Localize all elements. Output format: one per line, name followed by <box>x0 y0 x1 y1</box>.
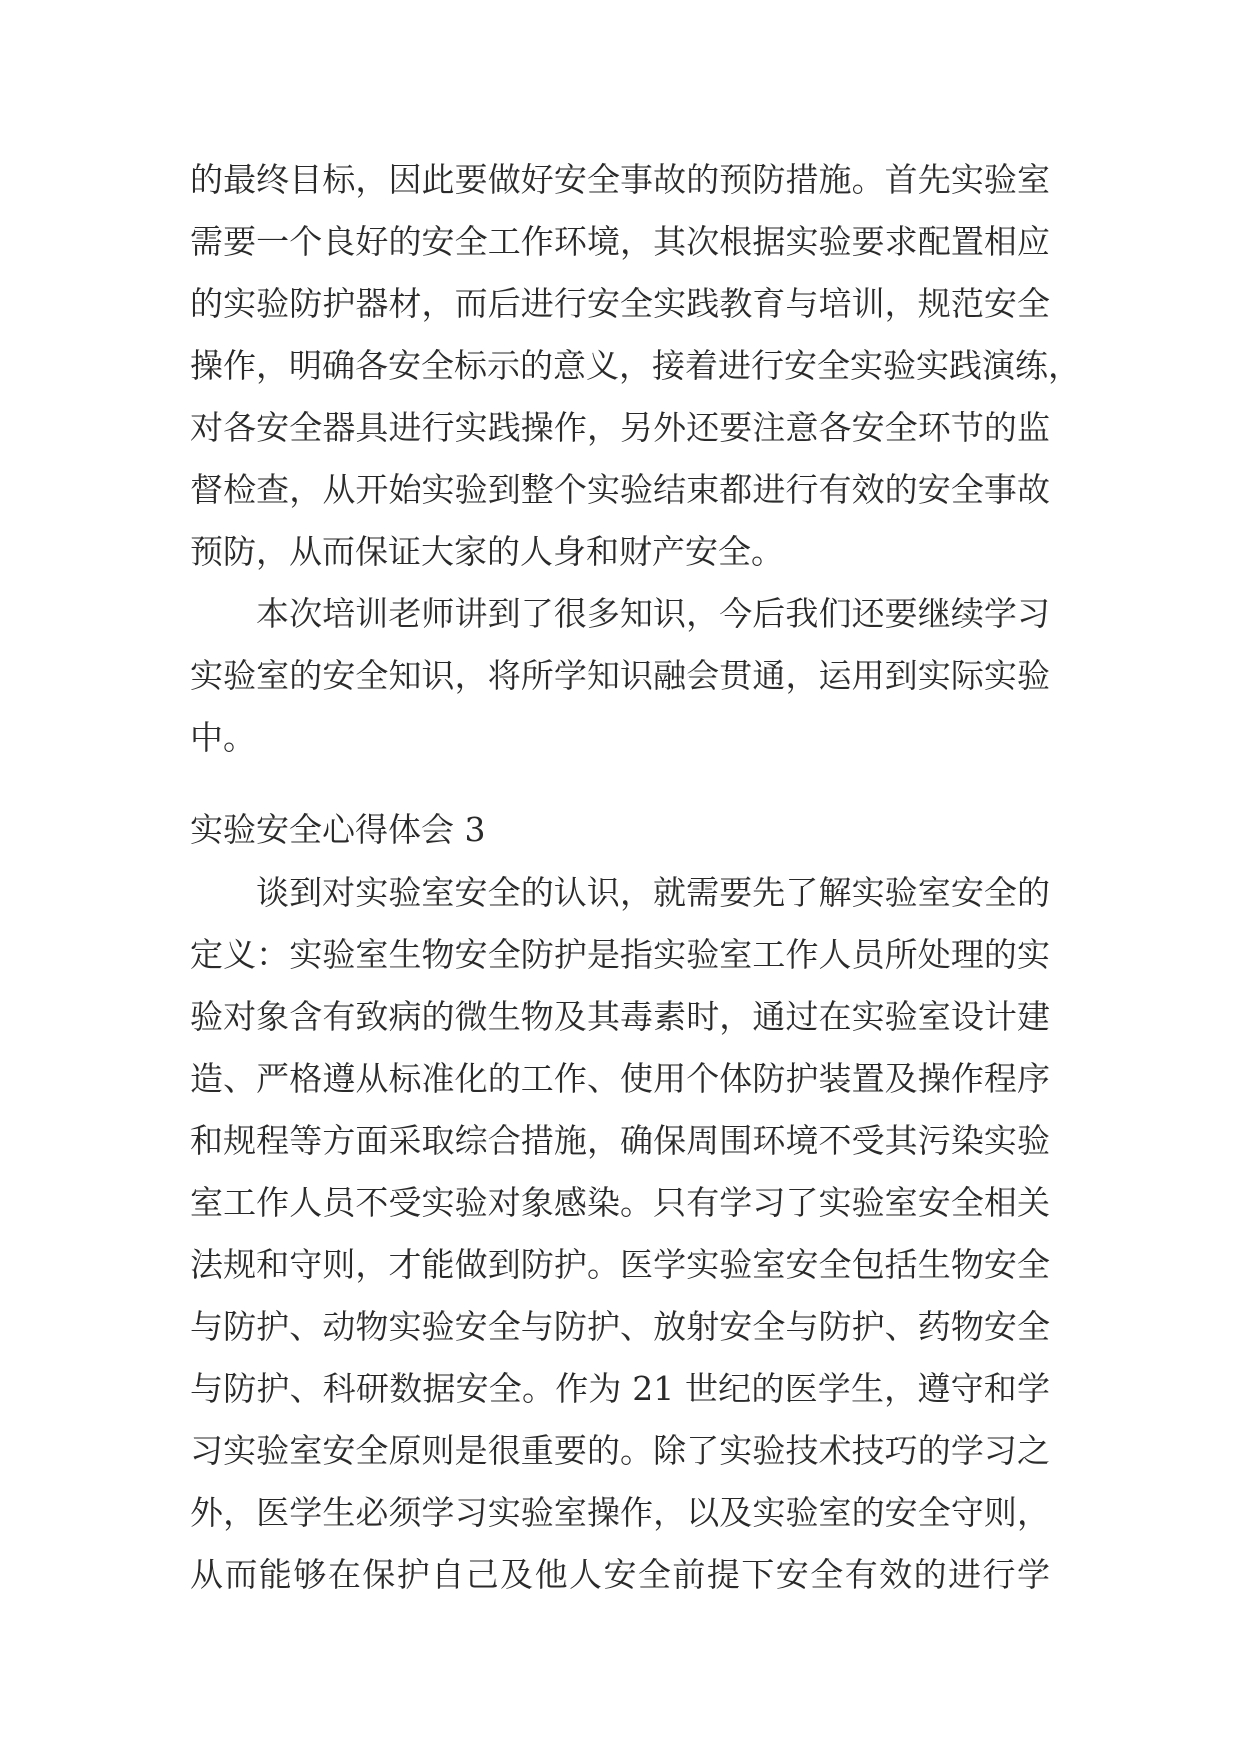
paragraph-3-line-4: 造、严格遵从标准化的工作、使用个体防护装置及操作程序 <box>190 1059 1050 1098</box>
paragraph-1-line-7: 预防，从而保证大家的人身和财产安全。 <box>190 532 784 571</box>
paragraph-3-line-7: 法规和守则，才能做到防护。医学实验室安全包括生物安全 <box>190 1245 1050 1284</box>
paragraph-3-line-3: 验对象含有致病的微生物及其毒素时，通过在实验室设计建 <box>190 997 1050 1036</box>
paragraph-1-line-4: 操作，明确各安全标示的意义，接着进行安全实验实践演练， <box>190 346 1081 385</box>
section-heading: 实验安全心得体会 3 <box>190 810 486 849</box>
paragraph-3-line-9: 与防护、科研数据安全。作为 21 世纪的医学生，遵守和学 <box>190 1369 1050 1408</box>
paragraph-1-line-6: 督检查，从开始实验到整个实验结束都进行有效的安全事故 <box>190 470 1050 509</box>
paragraph-1-line-5: 对各安全器具进行实践操作，另外还要注意各安全环节的监 <box>190 408 1050 447</box>
paragraph-1-line-1: 的最终目标，因此要做好安全事故的预防措施。首先实验室 <box>190 160 1050 199</box>
paragraph-3-line-11: 外，医学生必须学习实验室操作，以及实验室的安全守则， <box>190 1493 1050 1532</box>
paragraph-3-line-2: 定义：实验室生物安全防护是指实验室工作人员所处理的实 <box>190 935 1050 974</box>
paragraph-3-line-6: 室工作人员不受实验对象感染。只有学习了实验室安全相关 <box>190 1183 1050 1222</box>
paragraph-2-line-2: 实验室的安全知识，将所学知识融会贯通，运用到实际实验 <box>190 656 1050 695</box>
paragraph-3-line-5: 和规程等方面采取综合措施，确保周围环境不受其污染实验 <box>190 1121 1050 1160</box>
paragraph-3-line-1: 谈到对实验室安全的认识，就需要先了解实验室安全的 <box>256 873 1050 912</box>
paragraph-3-line-8: 与防护、动物实验安全与防护、放射安全与防护、药物安全 <box>190 1307 1050 1346</box>
paragraph-2-line-3: 中。 <box>190 718 256 757</box>
paragraph-1-line-2: 需要一个良好的安全工作环境，其次根据实验要求配置相应 <box>190 222 1050 261</box>
paragraph-2-line-1: 本次培训老师讲到了很多知识，今后我们还要继续学习 <box>256 594 1050 633</box>
paragraph-1-line-3: 的实验防护器材，而后进行安全实践教育与培训，规范安全 <box>190 284 1050 323</box>
paragraph-3-line-12: 从而能够在保护自己及他人安全前提下安全有效的进行学 <box>190 1555 1050 1594</box>
paragraph-3-line-10: 习实验室安全原则是很重要的。除了实验技术技巧的学习之 <box>190 1431 1050 1470</box>
